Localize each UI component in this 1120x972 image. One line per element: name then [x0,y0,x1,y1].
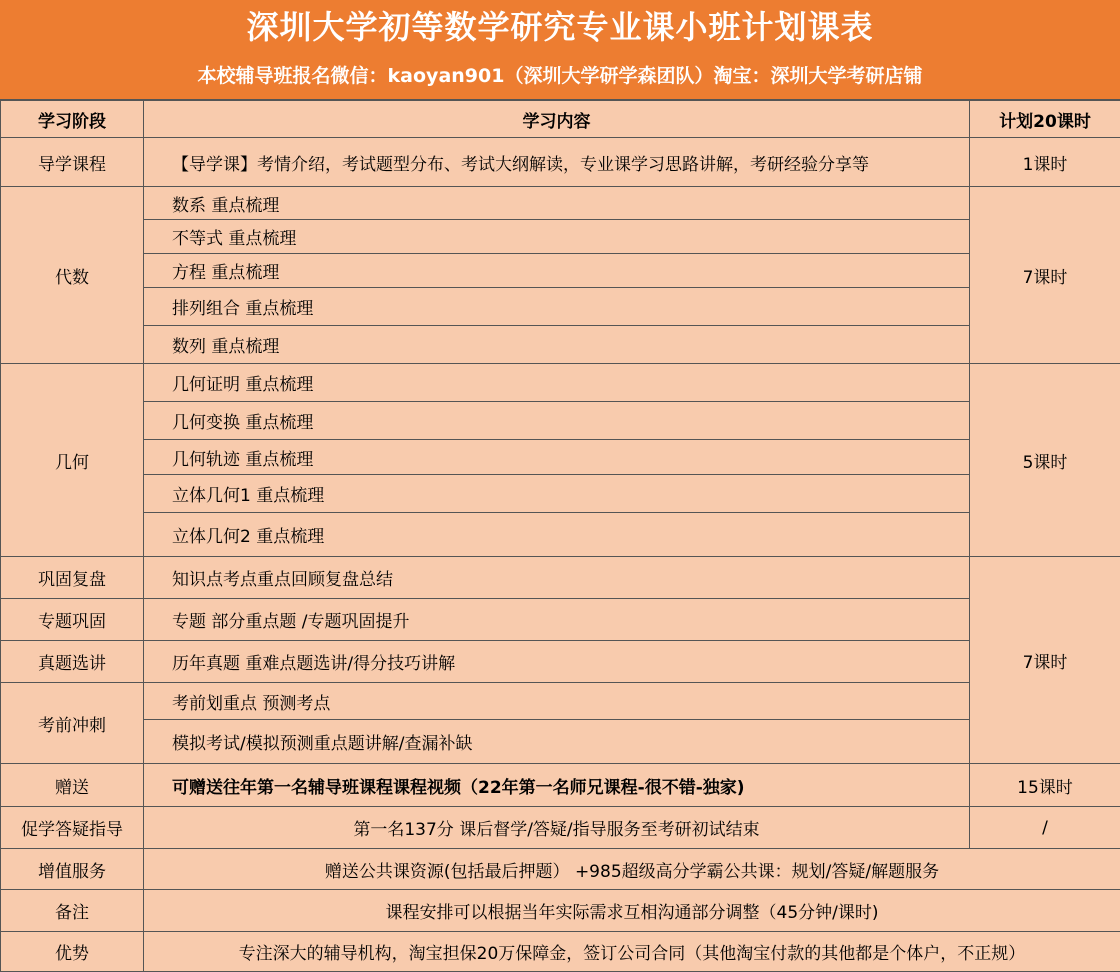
content-cell: 历年真题 重难点题选讲/得分技巧讲解 [144,641,970,683]
table-row [1,440,1120,475]
hours-cell: 15课时 [970,764,1120,807]
content-cell: 方程 重点梳理 [144,254,970,288]
table-row [1,220,1120,254]
stage-cell: 优势 [1,932,144,972]
table-row [1,849,1120,890]
hours-cell: 1课时 [970,138,1120,187]
stage-cell: 几何 [1,364,144,557]
stage-cell: 巩固复盘 [1,557,144,599]
page-title: 深圳大学初等数学研究专业课小班计划课表 [0,0,1120,51]
content-cell: 几何变换 重点梳理 [144,402,970,440]
table-row [1,254,1120,288]
table-row [1,475,1120,513]
stage-cell: 赠送 [1,764,144,807]
content-cell: 数系 重点梳理 [144,187,970,220]
content-cell: 专题 部分重点题 /专题巩固提升 [144,599,970,641]
table-row [1,402,1120,440]
content-cell: 立体几何2 重点梳理 [144,513,970,557]
stage-cell: 备注 [1,890,144,932]
table-row [1,683,1120,720]
table-row [1,187,1120,220]
hours-cell: 5课时 [970,364,1120,557]
stage-cell: 专题巩固 [1,599,144,641]
content-cell: 数列 重点梳理 [144,326,970,364]
content-cell: 赠送公共课资源(包括最后押题） +985超级高分学霸公共课：规划/答疑/解题服务 [144,849,1120,890]
hours-cell: 7课时 [970,187,1120,364]
contact-subtitle: 本校辅导班报名微信：kaoyan901（深圳大学研学森团队）淘宝：深圳大学考研店铺 [0,50,1120,101]
stage-cell: 导学课程 [1,138,144,187]
hours-cell: / [970,807,1120,849]
stage-cell: 代数 [1,187,144,364]
table-row [1,138,1120,187]
hours-cell: 7课时 [970,557,1120,764]
content-cell: 不等式 重点梳理 [144,220,970,254]
header-hours: 计划20课时 [970,101,1120,138]
stage-cell: 促学答疑指导 [1,807,144,849]
table-row [1,513,1120,557]
content-cell: 课程安排可以根据当年实际需求互相沟通部分调整（45分钟/课时) [144,890,1120,932]
table-row [1,288,1120,326]
content-cell: 【导学课】考情介绍，考试题型分布、考试大纲解读，专业课学习思路讲解，考研经验分享等 [144,138,970,187]
content-cell: 考前划重点 预测考点 [144,683,970,720]
table-row [1,932,1120,972]
table-row [1,807,1120,849]
content-cell: 立体几何1 重点梳理 [144,475,970,513]
content-cell: 第一名137分 课后督学/答疑/指导服务至考研初试结束 [144,807,970,849]
stage-cell: 增值服务 [1,849,144,890]
table-row [1,890,1120,932]
header-stage: 学习阶段 [1,101,144,138]
table-row [1,364,1120,402]
content-cell: 模拟考试/模拟预测重点题讲解/查漏补缺 [144,720,970,764]
stage-cell: 考前冲刺 [1,683,144,764]
table-row [1,720,1120,764]
table-row [1,557,1120,599]
table-row [1,641,1120,683]
content-cell: 专注深大的辅导机构，淘宝担保20万保障金，签订公司合同（其他淘宝付款的其他都是个体户，不正规） [144,932,1120,972]
stage-cell: 真题选讲 [1,641,144,683]
table-row [1,326,1120,364]
content-cell: 几何轨迹 重点梳理 [144,440,970,475]
header-content: 学习内容 [144,101,970,138]
table-row [1,764,1120,807]
content-cell: 可赠送往年第一名辅导班课程课程视频（22年第一名师兄课程-很不错-独家) [144,764,970,807]
schedule-table [0,100,1120,972]
content-cell: 排列组合 重点梳理 [144,288,970,326]
content-cell: 几何证明 重点梳理 [144,364,970,402]
content-cell: 知识点考点重点回顾复盘总结 [144,557,970,599]
table-row [1,599,1120,641]
table-header-row [1,101,1120,138]
